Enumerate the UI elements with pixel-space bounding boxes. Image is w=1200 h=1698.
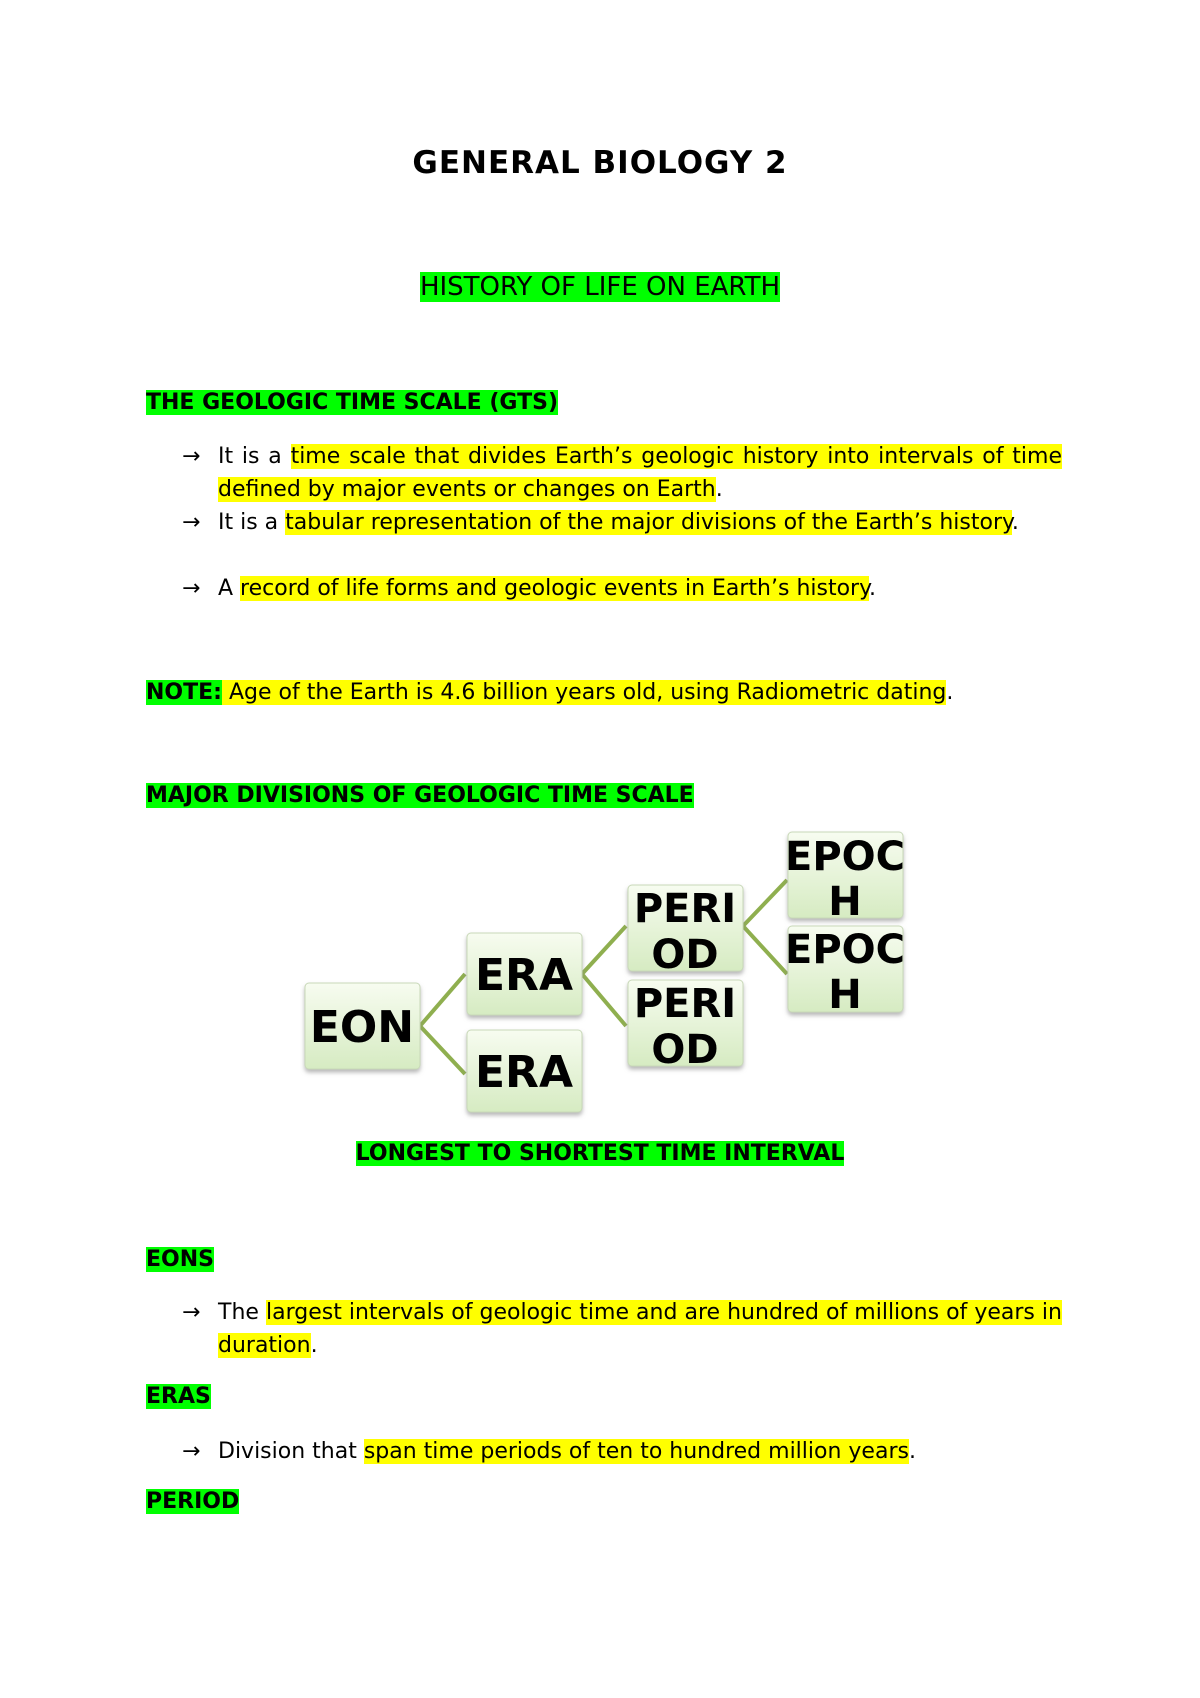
note-label: NOTE:	[146, 680, 222, 705]
arrow-icon: →	[182, 444, 201, 469]
note	[146, 676, 953, 709]
note-punct: .	[946, 680, 954, 705]
arrow-icon: →	[182, 576, 201, 601]
bullet-highlight: span time periods of ten to hundred million years	[363, 1439, 909, 1464]
label-era-1: ERA	[475, 950, 573, 1001]
bullet-highlight: tabular representation of the major divisions of the Earth’s history	[285, 510, 1012, 535]
label-period-2-line1: PERI	[633, 981, 737, 1027]
bullet-punct: .	[868, 576, 876, 601]
diagram-caption-text: LONGEST TO SHORTEST TIME INTERVAL	[355, 1141, 845, 1166]
gts-bullet-2	[182, 506, 1062, 539]
eras-heading	[146, 1384, 211, 1409]
bullet-text: The	[218, 1300, 266, 1325]
arrow-icon: →	[182, 510, 201, 535]
gts-bullet-3	[182, 572, 1062, 605]
bullet-highlight: time scale that divides Earth’s geologic history into intervals of time defined by major events or changes on Earth	[218, 444, 1062, 502]
connector-period-epoch1	[743, 880, 787, 926]
geologic-hierarchy-diagram	[300, 830, 910, 1120]
eons-heading-text: EONS	[146, 1247, 214, 1272]
eons-bullet	[182, 1296, 1062, 1362]
eons-heading	[146, 1247, 214, 1272]
bullet-text: It is a	[218, 444, 291, 469]
label-period-2-line2: OD	[651, 1027, 719, 1073]
gts-heading-text: THE GEOLOGIC TIME SCALE (GTS)	[146, 390, 559, 415]
label-eon: EON	[309, 1002, 415, 1053]
gts-heading	[146, 390, 558, 415]
bullet-highlight: record of life forms and geologic events in Earth’s history	[240, 576, 869, 601]
period-heading-text: PERIOD	[146, 1489, 240, 1514]
bullet-punct: .	[310, 1333, 318, 1358]
divisions-heading-text: MAJOR DIVISIONS OF GEOLOGIC TIME SCALE	[146, 783, 694, 808]
main-heading	[0, 272, 1200, 302]
document-title: GENERAL BIOLOGY 2	[412, 145, 788, 181]
label-era-2: ERA	[475, 1047, 573, 1098]
bullet-punct: .	[715, 477, 723, 502]
label-period-1-line1: PERI	[633, 886, 737, 932]
gts-bullet-1	[182, 440, 1062, 506]
connector-era-period2	[582, 974, 626, 1026]
eras-bullet	[182, 1435, 1062, 1468]
label-period-1-line2: OD	[651, 932, 719, 978]
bullet-text: It is a	[218, 510, 286, 535]
main-heading-text: HISTORY OF LIFE ON EARTH	[419, 272, 781, 302]
label-epoch-2-line2: H	[828, 972, 862, 1018]
note-highlight: Age of the Earth is 4.6 billion years old, using Radiometric dating	[221, 680, 947, 705]
arrow-icon: →	[182, 1300, 201, 1325]
divisions-heading	[146, 783, 694, 808]
period-heading	[146, 1489, 239, 1514]
connector-era-period1	[582, 926, 626, 974]
eras-heading-text: ERAS	[146, 1384, 211, 1409]
label-epoch-2-line1: EPOC	[785, 927, 905, 973]
bullet-punct: .	[908, 1439, 916, 1464]
label-epoch-1-line1: EPOC	[785, 834, 905, 880]
connector-eon-era1	[420, 974, 465, 1026]
connector-period-epoch2	[743, 926, 787, 974]
bullet-text: Division that	[218, 1439, 364, 1464]
bullet-punct: .	[1011, 510, 1019, 535]
diagram-caption	[0, 1141, 1200, 1166]
connector-eon-era2	[420, 1026, 465, 1074]
label-epoch-1-line2: H	[828, 879, 862, 925]
bullet-highlight: largest intervals of geologic time and are hundred of millions of years in duration	[218, 1300, 1062, 1358]
arrow-icon: →	[182, 1439, 201, 1464]
bullet-text: A	[218, 576, 241, 601]
